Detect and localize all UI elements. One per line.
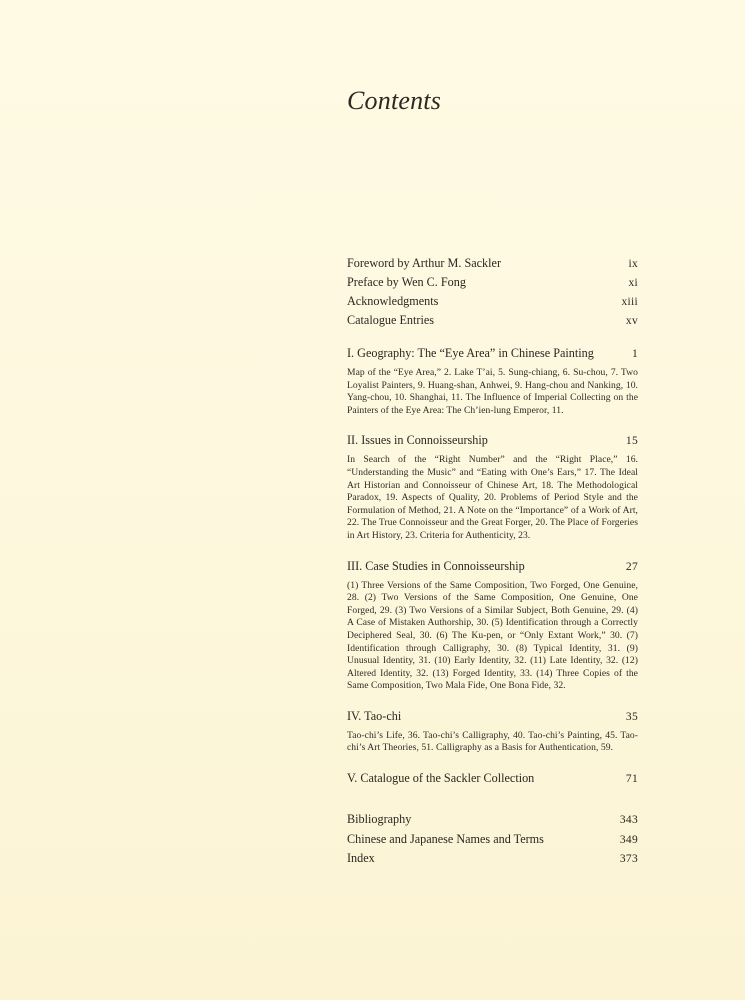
toc-entry-page: 373 — [619, 853, 638, 866]
toc-entry-label: Preface by Wen C. Fong — [347, 275, 466, 289]
chapter-page: 27 — [625, 560, 638, 573]
chapter-page: 35 — [625, 710, 638, 723]
chapter-title: II. Issues in Connoisseurship — [347, 433, 488, 448]
chapter-3 — [347, 557, 638, 693]
chapter-title: I. Geography: The “Eye Area” in Chinese Painting — [347, 346, 594, 360]
toc-entry-bibliography[interactable] — [347, 810, 638, 830]
toc-entry-catalogue-entries[interactable] — [347, 311, 638, 330]
chapter-description: Map of the “Eye Area,” 2. Lake T’ai, 5. Sung-chiang, 6. Su-chou, 7. Two Loyalist Painters, 9. Huang-shan, Anhwei, 9. Hang-chou and Nanking, 10. Yang-chou, 10. Shanghai, 11. The Influence of Imperial Collecting on the Painters of the Eye Area: The Ch’ien-lung Emperor, 11. — [347, 367, 638, 416]
toc-entry-names-and-terms[interactable] — [347, 830, 638, 850]
chapter-page: 1 — [631, 348, 638, 360]
back-matter-list — [347, 810, 638, 869]
toc-entry-page: 343 — [619, 814, 638, 827]
chapter-page: 71 — [625, 773, 638, 786]
chapter-heading[interactable] — [347, 557, 638, 576]
toc-entry-label: Catalogue Entries — [347, 313, 434, 327]
toc-entry-page: 349 — [619, 833, 638, 846]
chapter-page: 15 — [625, 435, 638, 448]
toc-entry-index[interactable] — [347, 849, 638, 869]
toc-entry-label: Acknowledgments — [347, 294, 439, 308]
front-matter-list — [347, 254, 638, 330]
chapter-description: In Search of the “Right Number” and the “Right Place,” 16. “Understanding the Music” and “Eating with One’s Ears,” 17. The Ideal Art Historian and Connoisseur of Chinese Art, 18. The Methodological Paradox, 19. Aspects of Quality, 20. Problems of Period Style and the Formulation of Method, 21. A Note on the “Importance” of a Work of Art, 22. The True Connoisseur and the Great Forger, 20. The Place of Forgeries in Art History, 23. Criteria for Authenticity, 23. — [347, 454, 638, 541]
toc-entry-page: xi — [628, 277, 638, 289]
chapter-description: (1) Three Versions of the Same Composition, Two Forged, One Genuine, 28. (2) Two Versions of the Same Composition, One Genuine, One Forged, 29. (3) Two Versions of a Similar Subject, Both Genuine, 29. (4) A Case of Mistaken Authorship, 30. (5) Identification through a Correctly Deciphered Seal, 30. (6) The Ku-pen, or “Only Extant Work,” 30. (7) Identification through Calligraphy, 30. (8) Typical Identity, 31. (9) Unusual Identity, 31. (10) Early Identity, 32. (11) Late Identity, 32. (12) Altered Identity, 32. (13) Forged Identity, 33. (14) Three Copies of the Same Composition, Two Mala Fide, One Bona Fide, 32. — [347, 579, 638, 692]
toc-entry-label: Bibliography — [347, 812, 412, 827]
toc-entry-page: xiii — [621, 296, 638, 308]
toc-entry-label: Index — [347, 851, 375, 866]
toc-entry-preface[interactable] — [347, 273, 638, 292]
chapter-heading[interactable] — [347, 707, 638, 726]
chapter-heading[interactable] — [347, 431, 638, 450]
toc-entry-page: xv — [625, 315, 638, 327]
chapter-description: Tao-chi’s Life, 36. Tao-chi’s Calligraphy, 40. Tao-chi’s Painting, 45. Tao-chi’s Art Theories, 51. Calligraphy as a Basis for Authentication, 59. — [347, 729, 638, 754]
chapter-title: V. Catalogue of the Sackler Collection — [347, 771, 535, 786]
chapter-4 — [347, 707, 638, 755]
chapter-heading[interactable] — [347, 344, 638, 363]
chapter-heading[interactable] — [347, 769, 638, 788]
toc-entry-label: Foreword by Arthur M. Sackler — [347, 256, 502, 270]
chapter-5 — [347, 769, 638, 788]
chapter-2 — [347, 431, 638, 542]
toc-entry-page: ix — [628, 258, 638, 270]
table-of-contents — [347, 254, 638, 869]
toc-entry-label: Chinese and Japanese Names and Terms — [347, 831, 544, 846]
toc-entry-foreword[interactable] — [347, 254, 638, 273]
toc-entry-acknowledgments[interactable] — [347, 292, 638, 311]
page-title: Contents — [347, 86, 442, 115]
chapter-title: IV. Tao-chi — [347, 708, 402, 723]
chapter-title: III. Case Studies in Connoisseurship — [347, 558, 525, 573]
chapter-1 — [347, 344, 638, 417]
